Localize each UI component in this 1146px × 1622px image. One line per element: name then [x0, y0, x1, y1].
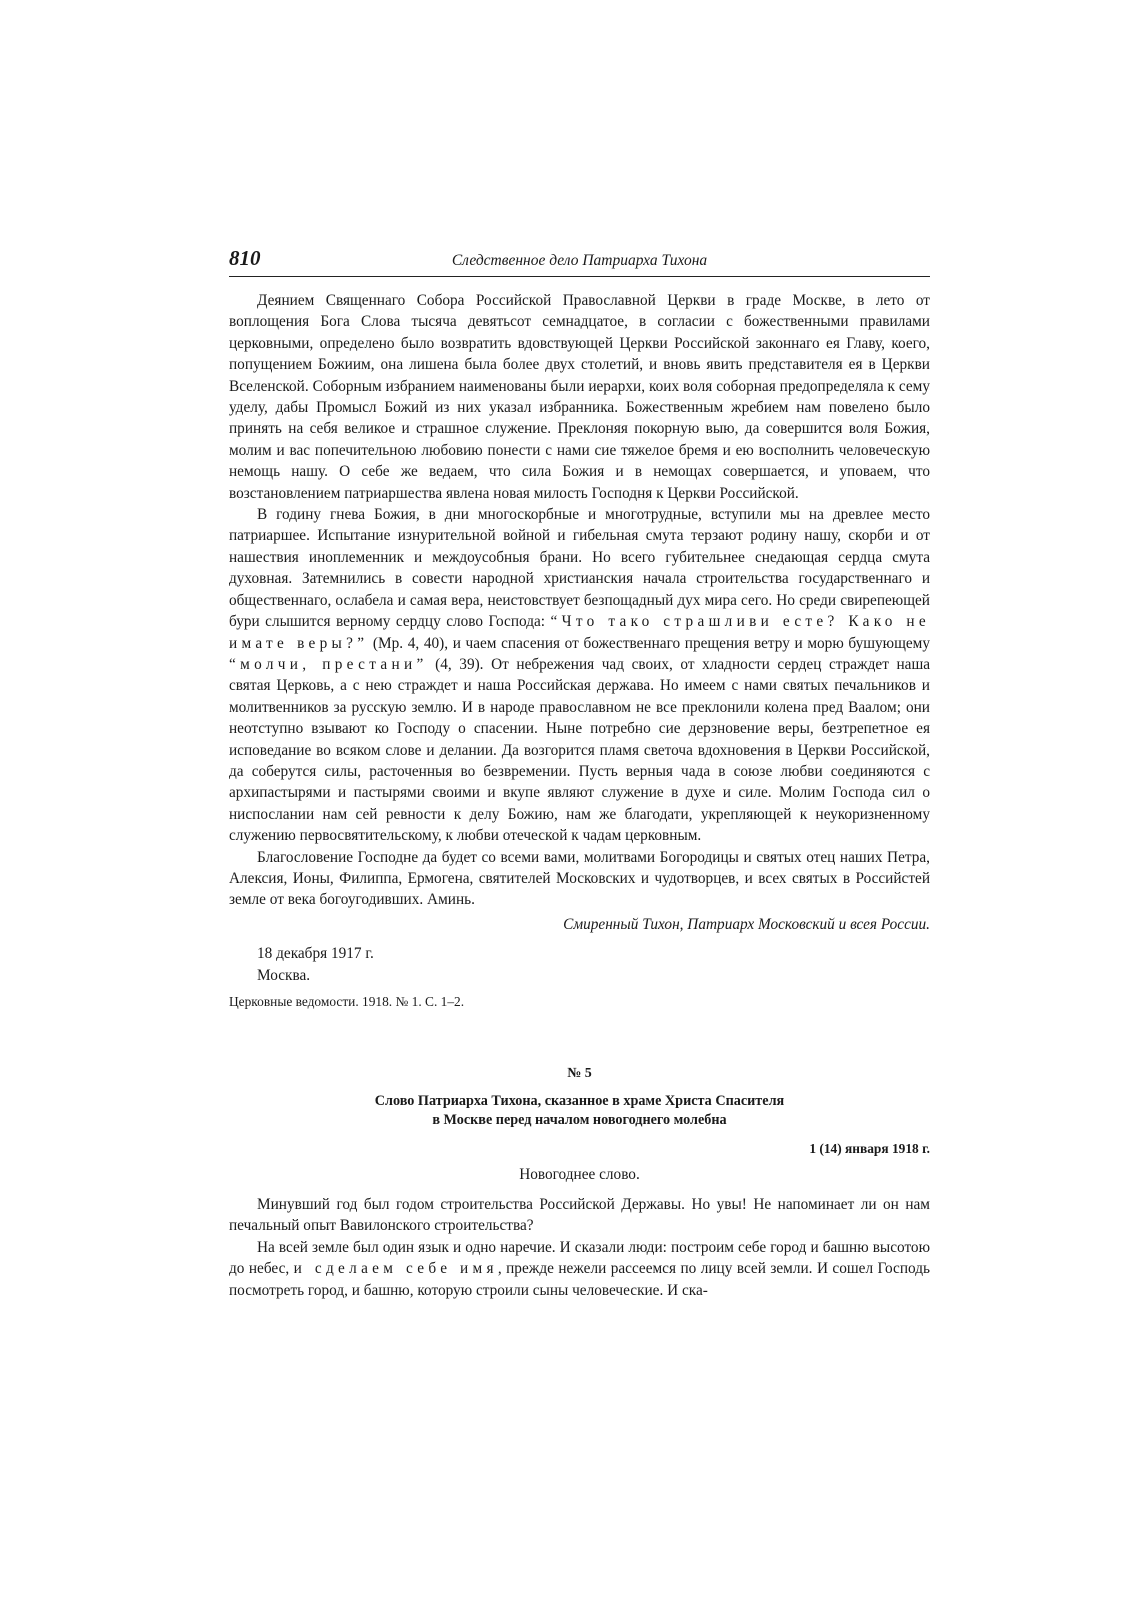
paragraph: Минувший год был годом строительства Российской Державы. Но увы! Не напоминает ли он нам печальный опыт Вавилонского строительства? [229, 1196, 930, 1235]
sermon-text [229, 1194, 930, 1301]
spaced-quote: и сделаем себе имя [293, 1260, 498, 1278]
running-title: Следственное дело Патриарха Тихона [451, 252, 708, 269]
text-run: (4, 39). От небрежения чад своих, от хладности сердец страждет наша святая Церковь, а с нею страждет и наша Российская держава. Но имеем с нами святых печальников и молитвенников за русскую землю. И в народе православном не все преклонили колена пред Ваалом; они неотступно взывают ко Господу о спасении. Ныне потребно сие дерзновение веры, безтрепетное ея исповедание во всяком слове и делании. Да возгорится пламя светоча вдохновения в Церкви Российской, да соберутся силы, расточенныя во безвремении. Пусть верныя чада в союзе любви соединяются с архипастырями и пастырями своими и вкупе являют служение в духе и силе. Молим Господа сил о ниспослании нам сей ревности к делу Божию, нам же благодати, укрепляющей к неукоризненному служению первосвятительскому, к любви отеческой к чадам церковным. [229, 655, 931, 845]
document-title [229, 1092, 930, 1130]
paragraph [229, 1237, 930, 1301]
text-run: В годину гнева Божия, в дни многоскорбные и многотрудные, вступили мы на древлее место патриаршее. Испытание изнурительной войной и гибельная смута терзают родину нашу, скорби и от нашествия иноплеменник и междоусобныя брани. Но всего губительнее снедающая сердца смута духовная. Затемнились в совести народной христианския начала строительства государственнаго и общественнаго, ослабела и самая вера, неистовствует безпощадный дух мира сего. Но среди свирепеющей бури слышится верному сердцу слово Господа: [229, 506, 930, 631]
title-line: в Москве перед началом новогоднего молебна [432, 1112, 727, 1128]
sermon-subtitle: Новогоднее слово. [519, 1166, 640, 1183]
text-run: На всей земле был один язык и одно наречие. И сказали люди: построим себе город и башню высотою до небес, [229, 1238, 930, 1278]
paragraph: Благословение Господне да будет со всеми вами, молитвами Богородицы и святых отец наших Петра, Алексия, Ионы, Филиппа, Ермогена, святителей Московских и чудотворцев, и всех святых в Российстей земле от века богоугодивших. Аминь. [229, 848, 930, 909]
text-run: , прежде нежели рассеемся по лицу всей земли. И сошел Господь посмотреть город, и башню, которую строили сыны человеческие. И ска- [229, 1260, 930, 1299]
epistle-text [229, 290, 930, 911]
spaced-quote: “молчи, престани” [229, 655, 428, 673]
title-line: Слово Патриарха Тихона, сказанное в храме Христа Спасителя [374, 1093, 785, 1109]
page-header [229, 246, 930, 277]
document5-date: 1 (14) января 1918 г. [809, 1141, 930, 1156]
document-number: № 5 [567, 1066, 592, 1081]
document-place: Москва. [257, 966, 311, 984]
spaced-quote: “Что тако страшливи есте? Како не имате веры?” [229, 613, 930, 652]
document-date: 18 декабря 1917 г. [257, 945, 374, 963]
source-citation: Церковные ведомости. 1918. № 1. С. 1–2. [229, 994, 465, 1009]
signature: Смиренный Тихон, Патриарх Московский и всея России. [563, 915, 930, 933]
page-number: 810 [229, 246, 261, 270]
book-page [229, 246, 930, 1301]
date-place [257, 943, 930, 986]
text-run: (Мр. 4, 40), и чаем спасения от божественнаго прещения ветру и морю бушующему [368, 634, 930, 652]
paragraph: Деянием Священнаго Собора Российской Православной Церкви в граде Москве, в лето от воплощения Бога Слова тысяча девятьсот семнадцатое, в согласии с божественными правилами церковными, определено было возвратить вдовствующей Церкви Российской законнаго ея Главу, коего, попущением Божиим, она лишена была более двух столетий, и вновь явить представителя ея в Церкви Вселенской. Соборным избранием наименованы были иерархи, коих воля соборная предопределяла к сему уделу, дабы Промысл Божий из них указал избранника. Божественным жребием нам повелено было принять на себя великое и страшное служение. Преклоняя покорную выю, да совершится воля Божия, молим и вас попечительною любовию понести с нами сие тяжелое бремя и ею восполнить человеческую немощь нашу. О себе же ведаем, что сила Божия и в немощах совершается, и уповаем, что возстановлением патриаршества явлена новая милость Господня к Церкви Российской. [229, 292, 930, 502]
paragraph [229, 504, 930, 847]
